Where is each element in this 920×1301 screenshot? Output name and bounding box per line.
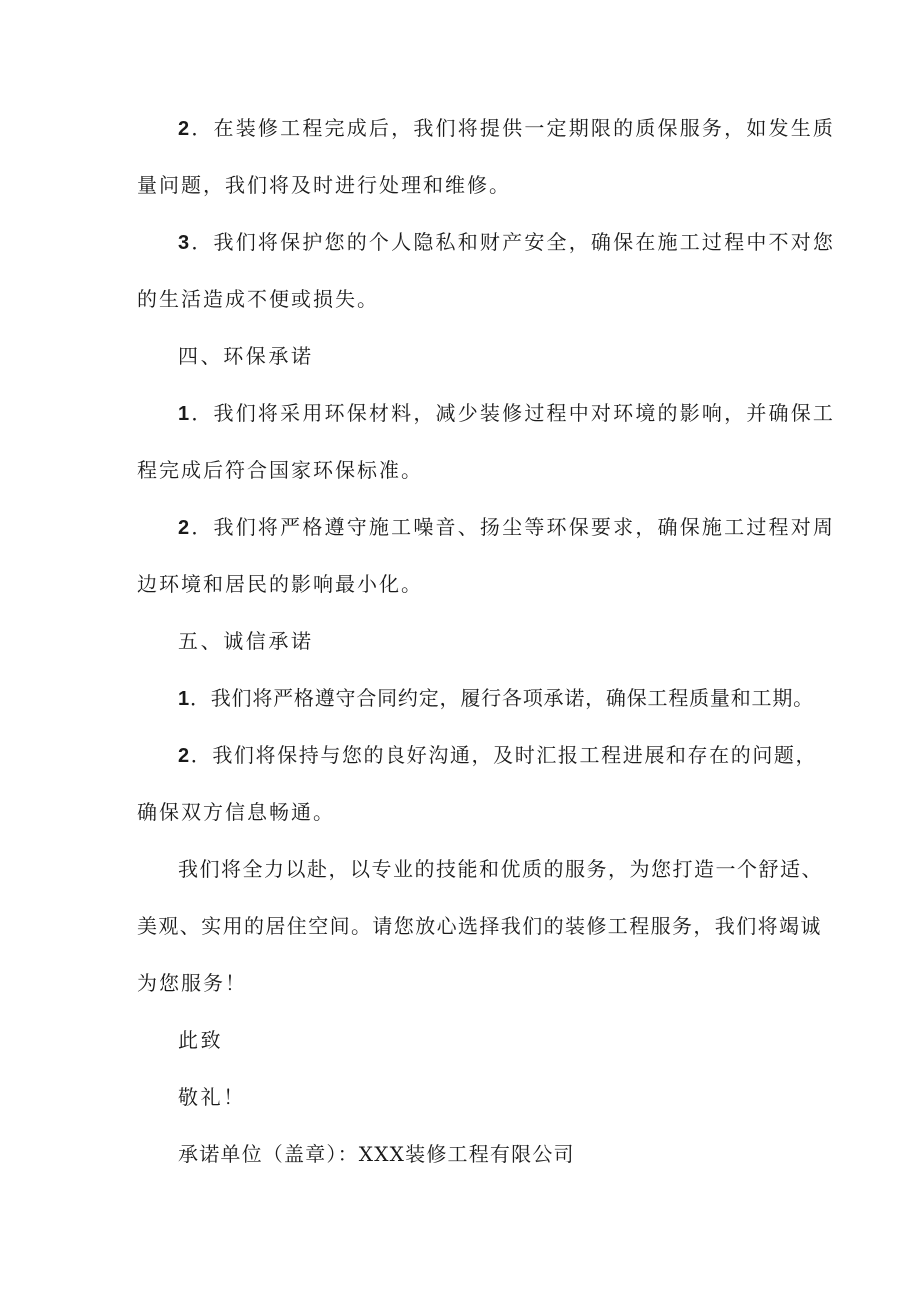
item-text: ．我们将严格遵守施工噪音、扬尘等环保要求，确保施工过程对周 — [191, 515, 836, 539]
item-2-continuation — [137, 171, 511, 199]
item-text: 的生活造成不便或损失。 — [137, 287, 379, 311]
item-text: ．我们将保持与您的良好沟通，及时汇报工程进展和存在的问题， — [190, 743, 818, 767]
item-number: 1 — [178, 403, 192, 425]
item-1-contract — [178, 684, 814, 713]
item-text: ．我们将保护您的个人隐私和财产安全，确保在施工过程中不对您 — [191, 230, 836, 254]
item-number: 1 — [178, 688, 190, 710]
signature-line — [178, 1140, 575, 1168]
paragraph-text: 美观、实用的居住空间。请您放心选择我们的装修工程服务，我们将竭诚 — [137, 914, 822, 938]
closing-paragraph-line-3 — [137, 969, 247, 997]
item-number: 2 — [178, 745, 191, 767]
item-2-quality-warranty — [178, 114, 835, 143]
item-3-continuation — [137, 285, 379, 313]
item-2-communication — [178, 741, 817, 770]
closing-paragraph-line-2 — [137, 912, 822, 940]
item-1-eco-materials — [178, 399, 835, 428]
signature-text: 承诺单位（盖章）：XXX装修工程有限公司 — [178, 1142, 575, 1166]
salutation-text: 敬礼！ — [178, 1085, 246, 1109]
salutation-jingli — [178, 1083, 246, 1111]
salutation-text: 此致 — [178, 1028, 224, 1052]
section-heading: 四、环保承诺 — [178, 344, 314, 368]
item-text: 程完成后符合国家环保标准。 — [137, 458, 423, 482]
item-text: ．在装修工程完成后，我们将提供一定期限的质保服务，如发生质 — [191, 116, 836, 140]
item-3-privacy — [178, 228, 835, 257]
item-text: 量问题，我们将及时进行处理和维修。 — [137, 173, 511, 197]
item-number: 2 — [178, 118, 192, 140]
paragraph-text: 为您服务！ — [137, 971, 247, 995]
item-text: 确保双方信息畅通。 — [137, 800, 335, 824]
salutation-cizhi — [178, 1026, 223, 1054]
item-text: ．我们将严格遵守合同约定，履行各项承诺，确保工程质量和工期。 — [189, 686, 814, 710]
section-heading-environmental — [178, 342, 314, 370]
item-number: 3 — [178, 232, 192, 254]
item-2-continuation — [137, 570, 423, 598]
item-2-noise-dust — [178, 513, 835, 542]
paragraph-text: 我们将全力以赴，以专业的技能和优质的服务，为您打造一个舒适、 — [178, 857, 823, 881]
item-2-continuation — [137, 798, 335, 826]
item-1-continuation — [137, 456, 423, 484]
item-text: ．我们将采用环保材料，减少装修过程中对环境的影响，并确保工 — [191, 401, 836, 425]
section-heading: 五、诚信承诺 — [178, 629, 314, 653]
closing-paragraph-line-1 — [178, 855, 823, 883]
item-number: 2 — [178, 517, 192, 539]
section-heading-integrity — [178, 627, 314, 655]
item-text: 边环境和居民的影响最小化。 — [137, 572, 423, 596]
